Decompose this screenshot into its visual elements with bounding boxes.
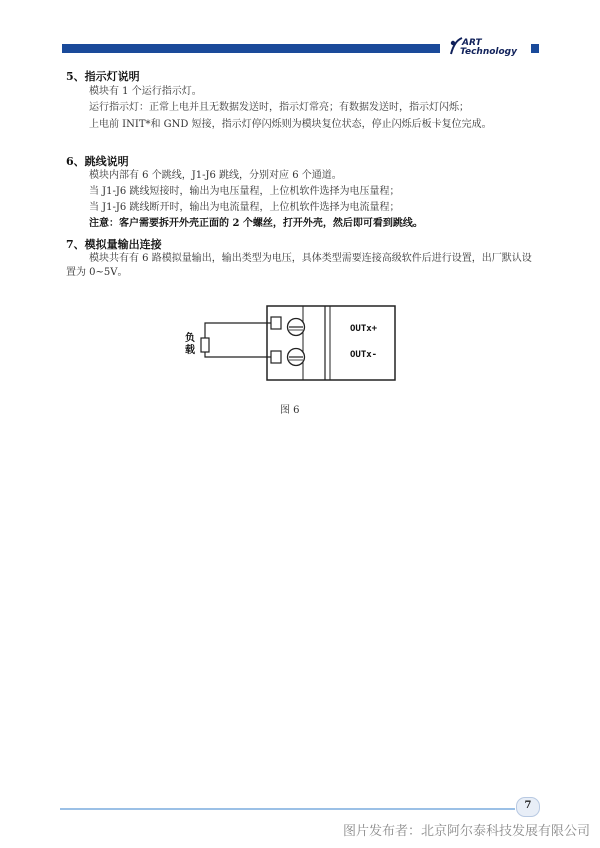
paragraph-line: 模块有 1 个运行指示灯。 <box>89 86 202 97</box>
publisher-credit: 图片发布者：北京阿尔泰科技发展有限公司 <box>342 824 590 839</box>
wiring-diagram <box>185 300 405 390</box>
paragraph-line: 模块共有有 6 路模拟量输出，输出类型为电压，具体类型需要连接高级软件后进行设置，出厂默认设置为 0~5V。 <box>66 253 532 278</box>
out-minus-label: OUTx- <box>350 350 378 360</box>
logo-text-art: ART <box>462 38 482 48</box>
note-line: 注意：客户需要拆开外壳正面的 2 个螺丝，打开外壳，然后即可看到跳线。 <box>89 218 423 229</box>
page-number-badge <box>516 797 540 817</box>
section-heading-analog: 7、模拟量输出连接 <box>66 238 162 251</box>
paragraph-line: 模块内部有 6 个跳线，J1-J6 跳线，分别对应 6 个通道。 <box>89 170 342 181</box>
paragraph-line: 当 J1-J6 跳线短接时，输出为电压量程，上位机软件选择为电压量程； <box>89 186 400 197</box>
terminal-block-drawing <box>185 300 405 390</box>
header-square <box>531 44 539 53</box>
header-bar <box>62 44 440 53</box>
figure-caption: 图 6 <box>280 405 300 416</box>
page-number: 7 <box>524 800 532 811</box>
section-heading-jumper: 6、跳线说明 <box>66 155 129 168</box>
paragraph-line: 当 J1-J6 跳线断开时，输出为电流量程，上位机软件选择为电流量程； <box>89 202 400 213</box>
section-heading-indicator: 5、指示灯说明 <box>66 70 140 83</box>
footer-line <box>60 808 515 810</box>
logo-text-technology: Technology <box>460 47 517 57</box>
out-plus-label: OUTx+ <box>350 324 378 334</box>
paragraph-line: 运行指示灯：正常上电并且无数据发送时，指示灯常亮；有数据发送时，指示灯闪烁； <box>89 102 469 113</box>
load-label: 负载 <box>185 333 195 356</box>
paragraph-line: 上电前 INIT*和 GND 短接，指示灯停闪烁则为模块复位状态，停止闪烁后板卡复位完成。 <box>89 119 492 130</box>
company-logo <box>448 36 530 58</box>
